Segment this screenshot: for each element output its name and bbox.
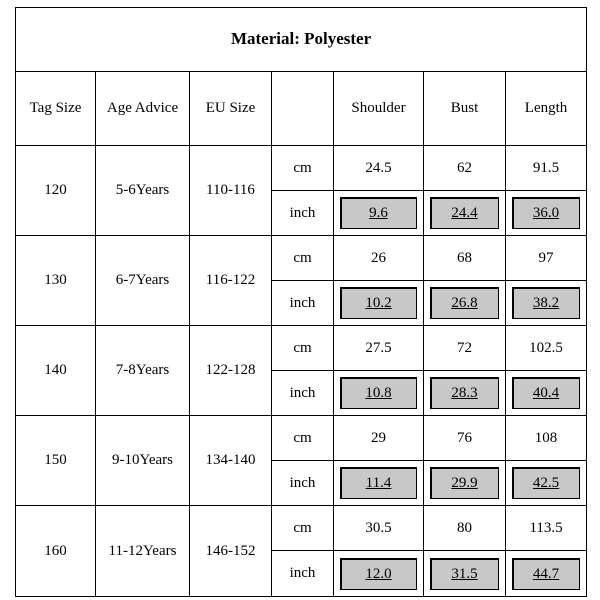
age-advice-cell: 7-8Years <box>96 326 190 416</box>
table-row <box>16 506 587 551</box>
cm-shoulder-cell: 26 <box>334 236 424 281</box>
cm-length-cell: 108 <box>506 416 587 461</box>
tag-size-cell: 150 <box>16 416 96 506</box>
header-row <box>16 72 587 146</box>
cm-bust-cell: 68 <box>424 236 506 281</box>
inch-length-cell <box>506 371 587 416</box>
unit-cm-label: cm <box>272 416 334 461</box>
cm-bust-cell: 76 <box>424 416 506 461</box>
inch-length-cell <box>506 281 587 326</box>
header-length: Length <box>506 72 587 146</box>
table-row <box>16 326 587 371</box>
inch-shoulder-value: 12.0 <box>340 558 417 590</box>
unit-inch-label: inch <box>272 461 334 506</box>
header-tag-size: Tag Size <box>16 72 96 146</box>
tag-size-cell: 160 <box>16 506 96 597</box>
inch-length-cell <box>506 191 587 236</box>
inch-bust-value: 31.5 <box>430 558 499 590</box>
cm-length-cell: 91.5 <box>506 146 587 191</box>
age-advice-cell: 5-6Years <box>96 146 190 236</box>
inch-length-value: 36.0 <box>512 197 580 229</box>
unit-cm-label: cm <box>272 236 334 281</box>
header-shoulder: Shoulder <box>334 72 424 146</box>
cm-shoulder-cell: 27.5 <box>334 326 424 371</box>
unit-inch-label: inch <box>272 551 334 597</box>
inch-length-value: 44.7 <box>512 558 580 590</box>
inch-bust-cell <box>424 461 506 506</box>
cm-length-cell: 113.5 <box>506 506 587 551</box>
cm-bust-cell: 72 <box>424 326 506 371</box>
cm-length-cell: 97 <box>506 236 587 281</box>
inch-bust-cell <box>424 371 506 416</box>
header-unit-blank <box>272 72 334 146</box>
inch-bust-cell <box>424 551 506 597</box>
inch-length-value: 40.4 <box>512 377 580 409</box>
inch-shoulder-value: 11.4 <box>340 467 417 499</box>
size-chart-table <box>15 7 587 597</box>
inch-length-cell <box>506 551 587 597</box>
inch-shoulder-value: 10.2 <box>340 287 417 319</box>
eu-size-cell: 110-116 <box>190 146 272 236</box>
chart-title: Material: Polyester <box>16 8 587 72</box>
inch-shoulder-cell <box>334 551 424 597</box>
unit-cm-label: cm <box>272 506 334 551</box>
eu-size-cell: 116-122 <box>190 236 272 326</box>
cm-length-cell: 102.5 <box>506 326 587 371</box>
inch-length-cell <box>506 461 587 506</box>
table-row <box>16 146 587 191</box>
inch-bust-value: 28.3 <box>430 377 499 409</box>
unit-cm-label: cm <box>272 326 334 371</box>
inch-bust-value: 29.9 <box>430 467 499 499</box>
inch-bust-value: 24.4 <box>430 197 499 229</box>
inch-shoulder-cell <box>334 371 424 416</box>
header-age-advice: Age Advice <box>96 72 190 146</box>
inch-length-value: 38.2 <box>512 287 580 319</box>
eu-size-cell: 146-152 <box>190 506 272 597</box>
inch-shoulder-cell <box>334 191 424 236</box>
title-row <box>16 8 587 72</box>
age-advice-cell: 9-10Years <box>96 416 190 506</box>
cm-shoulder-cell: 30.5 <box>334 506 424 551</box>
age-advice-cell: 11-12Years <box>96 506 190 597</box>
unit-inch-label: inch <box>272 281 334 326</box>
inch-shoulder-cell <box>334 281 424 326</box>
tag-size-cell: 140 <box>16 326 96 416</box>
eu-size-cell: 122-128 <box>190 326 272 416</box>
cm-bust-cell: 62 <box>424 146 506 191</box>
inch-shoulder-value: 9.6 <box>340 197 417 229</box>
inch-bust-value: 26.8 <box>430 287 499 319</box>
cm-shoulder-cell: 24.5 <box>334 146 424 191</box>
inch-bust-cell <box>424 281 506 326</box>
unit-inch-label: inch <box>272 371 334 416</box>
inch-length-value: 42.5 <box>512 467 580 499</box>
inch-shoulder-value: 10.8 <box>340 377 417 409</box>
cm-shoulder-cell: 29 <box>334 416 424 461</box>
inch-shoulder-cell <box>334 461 424 506</box>
table-row <box>16 236 587 281</box>
age-advice-cell: 6-7Years <box>96 236 190 326</box>
header-bust: Bust <box>424 72 506 146</box>
unit-inch-label: inch <box>272 191 334 236</box>
cm-bust-cell: 80 <box>424 506 506 551</box>
eu-size-cell: 134-140 <box>190 416 272 506</box>
tag-size-cell: 130 <box>16 236 96 326</box>
unit-cm-label: cm <box>272 146 334 191</box>
inch-bust-cell <box>424 191 506 236</box>
header-eu-size: EU Size <box>190 72 272 146</box>
table-row <box>16 416 587 461</box>
tag-size-cell: 120 <box>16 146 96 236</box>
